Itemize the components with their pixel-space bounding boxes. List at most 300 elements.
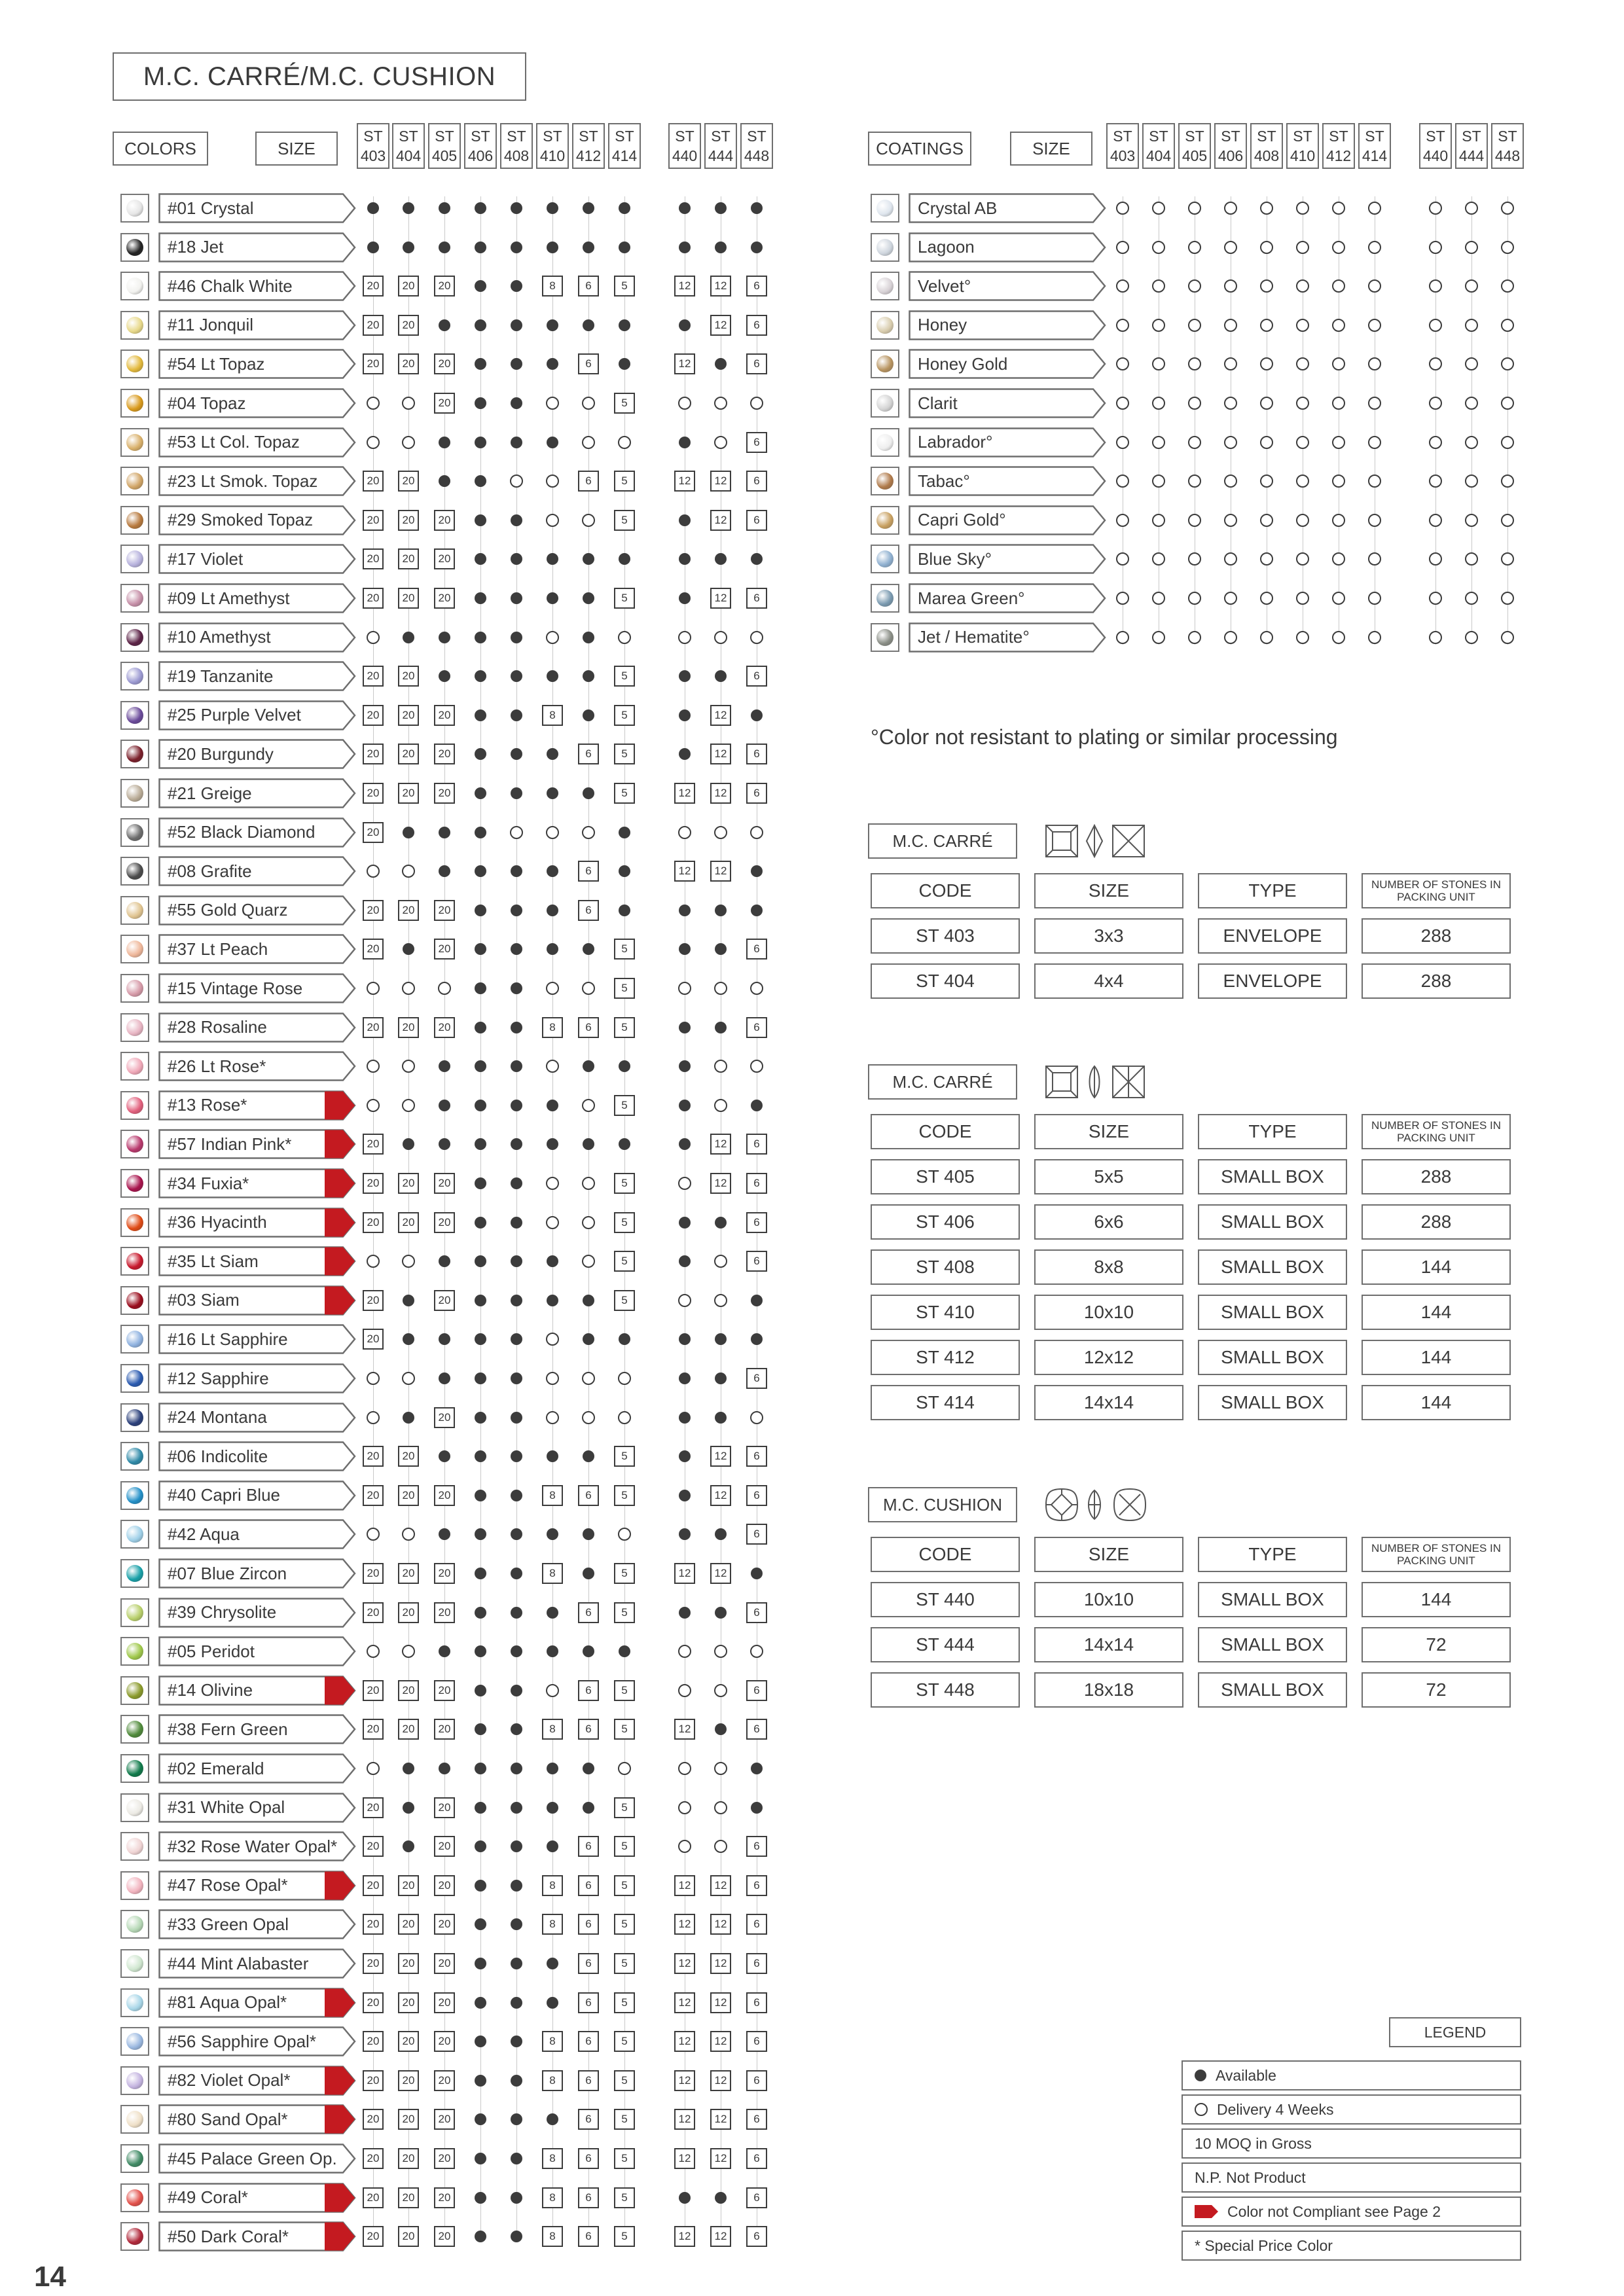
availability-cell xyxy=(577,1132,600,1156)
available-dot-icon xyxy=(475,1763,486,1774)
availability-cell xyxy=(541,1952,564,1975)
available-dot-icon xyxy=(679,1372,691,1384)
delivery-4-weeks-ring-icon xyxy=(618,1528,631,1541)
size-col-prefix: ST xyxy=(1257,128,1276,145)
color-name: #16 Lt Sapphire xyxy=(168,1329,288,1349)
delivery-4-weeks-ring-icon xyxy=(1501,514,1514,527)
moq-box: 12 xyxy=(674,471,695,492)
spec-header-cell: SIZE xyxy=(1034,1114,1183,1149)
color-swatch xyxy=(120,1754,149,1783)
availability-cell xyxy=(613,664,636,688)
coating-name-tag xyxy=(909,622,1106,653)
availability-cell xyxy=(397,2030,420,2053)
availability-cell xyxy=(577,1054,600,1078)
availability-cell xyxy=(505,1249,528,1273)
availability-cell xyxy=(1327,431,1350,454)
spec-header-cell: NUMBER OF STONES IN PACKING UNIT xyxy=(1362,1114,1511,1149)
available-dot-icon xyxy=(583,943,594,955)
available-dot-icon xyxy=(547,1607,558,1619)
availability-cell xyxy=(433,1717,456,1741)
availability-cell xyxy=(1363,509,1386,532)
availability-cell xyxy=(433,1991,456,2015)
color-name: #26 Lt Rose* xyxy=(168,1056,266,1076)
moq-box: 5 xyxy=(614,2226,635,2247)
availability-cell xyxy=(709,664,732,688)
available-dot-icon xyxy=(475,943,486,955)
crystal-gem-icon xyxy=(126,1214,143,1231)
availability-cell xyxy=(505,1562,528,1585)
availability-cell xyxy=(745,1054,768,1078)
moq-box: 20 xyxy=(363,1836,384,1857)
coating-swatch xyxy=(871,194,899,223)
available-dot-icon xyxy=(439,1138,450,1150)
crystal-gem-icon xyxy=(876,629,893,646)
availability-cell xyxy=(397,1717,420,1741)
spec-header-cell: TYPE xyxy=(1198,1537,1347,1572)
availability-cell xyxy=(1147,626,1170,649)
delivery-4-weeks-ring-icon xyxy=(1152,202,1165,215)
availability-cell xyxy=(361,2147,385,2170)
availability-cell xyxy=(1255,431,1278,454)
availability-cell xyxy=(397,977,420,1000)
crystal-gem-icon xyxy=(126,668,143,685)
available-dot-icon xyxy=(475,1997,486,2009)
delivery-4-weeks-ring-icon xyxy=(678,1177,691,1190)
availability-cell xyxy=(673,1132,696,1156)
available-dot-icon xyxy=(715,1022,727,1033)
size-col-code: 414 xyxy=(611,147,638,164)
delivery-4-weeks-ring-icon xyxy=(1332,357,1345,370)
delivery-4-weeks-ring-icon xyxy=(1501,552,1514,565)
moq-box: 6 xyxy=(746,1485,767,1506)
availability-cell xyxy=(745,781,768,805)
availability-cell xyxy=(397,1522,420,1546)
coating-name: Velvet° xyxy=(918,276,971,296)
availability-cell xyxy=(505,1717,528,1741)
moq-box: 20 xyxy=(434,276,455,296)
availability-cell xyxy=(613,1444,636,1468)
availability-cell xyxy=(673,1016,696,1039)
available-dot-icon xyxy=(475,1840,486,1852)
delivery-4-weeks-ring-icon xyxy=(678,1762,691,1775)
delivery-4-weeks-ring-icon xyxy=(1195,2103,1208,2116)
availability-cell xyxy=(1147,391,1170,415)
availability-cell xyxy=(1219,431,1242,454)
moq-box: 5 xyxy=(614,1485,635,1506)
color-name-tag xyxy=(158,1909,356,1939)
availability-cell xyxy=(673,1444,696,1468)
delivery-4-weeks-ring-icon xyxy=(714,1801,727,1814)
available-dot-icon xyxy=(475,748,486,760)
availability-cell xyxy=(541,1211,564,1234)
availability-cell xyxy=(745,2186,768,2210)
spec-cell: ST 404 xyxy=(871,963,1020,999)
availability-cell xyxy=(505,1484,528,1507)
right-size-col-7 xyxy=(1358,123,1391,169)
moq-box: 5 xyxy=(614,1173,635,1194)
delivery-4-weeks-ring-icon xyxy=(1152,475,1165,488)
moq-box: 6 xyxy=(578,1875,599,1896)
availability-cell xyxy=(469,1249,492,1273)
moq-box: 20 xyxy=(363,1212,384,1233)
availability-cell xyxy=(577,664,600,688)
spec-cell: 3x3 xyxy=(1034,918,1183,954)
moq-box: 6 xyxy=(746,588,767,609)
delivery-4-weeks-ring-icon xyxy=(1465,436,1478,449)
availability-cell xyxy=(1327,586,1350,610)
legend-text: * Special Price Color xyxy=(1195,2236,1333,2254)
coating-row xyxy=(0,426,1624,459)
moq-box: 12 xyxy=(674,2070,695,2091)
availability-cell xyxy=(1183,431,1206,454)
availability-cell xyxy=(673,2030,696,2053)
moq-box: 20 xyxy=(363,1485,384,1506)
availability-cell xyxy=(541,937,564,961)
moq-box: 20 xyxy=(434,1914,455,1935)
available-dot-icon xyxy=(475,1412,486,1424)
availability-cell xyxy=(541,664,564,688)
size-col-code: 410 xyxy=(539,147,566,164)
spec-cell: 18x18 xyxy=(1034,1672,1183,1708)
availability-cell xyxy=(1255,352,1278,376)
crystal-gem-icon xyxy=(126,1331,143,1348)
availability-cell xyxy=(1219,469,1242,493)
crystal-gem-icon xyxy=(126,1721,143,1738)
availability-cell xyxy=(577,2108,600,2131)
delivery-4-weeks-ring-icon xyxy=(1429,592,1442,605)
spec-cell: SMALL BOX xyxy=(1198,1159,1347,1194)
delivery-4-weeks-ring-icon xyxy=(1332,436,1345,449)
moq-box: 20 xyxy=(434,1017,455,1038)
availability-cell xyxy=(1219,509,1242,532)
availability-cell xyxy=(361,937,385,961)
available-dot-icon xyxy=(511,1333,522,1345)
color-name: #20 Burgundy xyxy=(168,744,274,764)
availability-cell xyxy=(709,1054,732,1078)
color-name-tag xyxy=(158,1168,356,1198)
moq-box: 5 xyxy=(614,471,635,492)
delivery-4-weeks-ring-icon xyxy=(1332,514,1345,527)
color-row xyxy=(0,1635,812,1668)
availability-cell xyxy=(1424,626,1447,649)
moq-box: 6 xyxy=(746,1446,767,1467)
availability-cell xyxy=(397,2147,420,2170)
color-row xyxy=(0,1401,812,1434)
color-swatch xyxy=(120,1481,149,1510)
availability-cell xyxy=(397,2069,420,2092)
size-col-prefix: ST xyxy=(1113,128,1132,145)
availability-cell xyxy=(613,1717,636,1741)
delivery-4-weeks-ring-icon xyxy=(367,1372,380,1385)
spec-cell: ST 405 xyxy=(871,1159,1020,1194)
availability-cell xyxy=(541,1522,564,1546)
delivery-4-weeks-ring-icon xyxy=(1224,436,1237,449)
availability-cell xyxy=(745,1796,768,1820)
delivery-4-weeks-ring-icon xyxy=(367,1528,380,1541)
availability-cell xyxy=(361,1016,385,1039)
delivery-4-weeks-ring-icon xyxy=(678,1801,691,1814)
available-dot-icon xyxy=(475,1723,486,1735)
size-col-prefix: ST xyxy=(1365,128,1384,145)
available-dot-icon xyxy=(547,1100,558,1111)
available-dot-icon xyxy=(439,1528,450,1540)
delivery-4-weeks-ring-icon xyxy=(1501,319,1514,332)
delivery-4-weeks-ring-icon xyxy=(1501,436,1514,449)
moq-box: 6 xyxy=(578,471,599,492)
availability-cell xyxy=(1111,236,1134,259)
color-name-tag xyxy=(158,2066,356,2096)
delivery-4-weeks-ring-icon xyxy=(1260,202,1273,215)
spec-cell: 72 xyxy=(1362,1627,1511,1662)
non-compliant-marker xyxy=(325,1208,355,1236)
delivery-4-weeks-ring-icon xyxy=(1368,357,1381,370)
availability-cell xyxy=(361,1289,385,1312)
availability-cell xyxy=(505,1835,528,1858)
crystal-gem-icon xyxy=(126,2033,143,2050)
availability-cell xyxy=(1363,352,1386,376)
availability-cell xyxy=(1111,586,1134,610)
availability-cell xyxy=(541,859,564,883)
moq-box: 5 xyxy=(614,1797,635,1818)
crystal-gem-icon xyxy=(126,2150,143,2167)
non-compliant-marker xyxy=(325,1286,355,1314)
availability-cell xyxy=(745,1522,768,1546)
availability-cell xyxy=(505,1016,528,1039)
availability-cell xyxy=(397,1796,420,1820)
availability-cell xyxy=(1255,274,1278,298)
availability-cell xyxy=(469,1367,492,1390)
moq-box: 20 xyxy=(434,2070,455,2091)
color-row xyxy=(0,1986,812,2019)
availability-cell xyxy=(673,2225,696,2248)
availability-cell xyxy=(577,859,600,883)
color-name-tag xyxy=(158,973,356,1003)
moq-box: 6 xyxy=(578,353,599,374)
delivery-4-weeks-ring-icon xyxy=(1224,202,1237,215)
color-name-tag xyxy=(158,934,356,964)
size-col-prefix: ST xyxy=(1149,128,1168,145)
moq-box: 6 xyxy=(578,1680,599,1701)
availability-cell xyxy=(469,1054,492,1078)
availability-cell xyxy=(469,1717,492,1741)
availability-cell xyxy=(1291,314,1314,337)
availability-cell xyxy=(1460,509,1483,532)
availability-cell xyxy=(1147,509,1170,532)
moq-box: 12 xyxy=(674,1563,695,1584)
availability-cell xyxy=(1255,236,1278,259)
color-row xyxy=(0,1167,812,1200)
coating-row xyxy=(0,270,1624,302)
crystal-gem-icon xyxy=(126,2072,143,2089)
moq-box: 6 xyxy=(746,1173,767,1194)
availability-cell xyxy=(745,1016,768,1039)
coating-swatch xyxy=(871,428,899,457)
availability-cell xyxy=(709,1249,732,1273)
availability-cell xyxy=(541,2225,564,2248)
available-dot-icon xyxy=(511,1450,522,1462)
moq-box: 12 xyxy=(674,1992,695,2013)
color-row xyxy=(0,738,812,770)
availability-cell xyxy=(433,1522,456,1546)
availability-cell xyxy=(505,1796,528,1820)
delivery-4-weeks-ring-icon xyxy=(1429,357,1442,370)
availability-cell xyxy=(469,859,492,883)
availability-cell xyxy=(1219,274,1242,298)
availability-cell xyxy=(613,899,636,922)
availability-cell xyxy=(1219,626,1242,649)
availability-cell xyxy=(613,1601,636,1624)
size-col-prefix: ST xyxy=(579,128,598,145)
color-name-tag xyxy=(158,1871,356,1901)
availability-cell xyxy=(709,781,732,805)
availability-cell xyxy=(577,1289,600,1312)
crystal-gem-icon xyxy=(126,1370,143,1387)
availability-cell xyxy=(673,1172,696,1195)
size-col-code: 406 xyxy=(1218,147,1244,164)
availability-cell xyxy=(1424,196,1447,220)
delivery-4-weeks-ring-icon xyxy=(1260,552,1273,565)
color-row xyxy=(0,2103,812,2136)
availability-cell xyxy=(361,1757,385,1780)
availability-cell xyxy=(613,1991,636,2015)
availability-cell xyxy=(1424,314,1447,337)
moq-box: 12 xyxy=(710,744,731,764)
availability-cell xyxy=(577,2225,600,2248)
moq-box: 8 xyxy=(542,2226,563,2247)
color-row xyxy=(0,1869,812,1902)
coating-name-tag xyxy=(909,232,1106,262)
moq-box: 20 xyxy=(398,1602,419,1623)
availability-cell xyxy=(745,1444,768,1468)
color-name: #49 Coral* xyxy=(168,2187,248,2208)
moq-box: 20 xyxy=(434,1407,455,1428)
crystal-gem-icon xyxy=(876,473,893,490)
availability-cell xyxy=(577,2186,600,2210)
moq-box: 6 xyxy=(578,2187,599,2208)
color-name-tag xyxy=(158,1676,356,1706)
coating-name: Labrador° xyxy=(918,432,993,452)
delivery-4-weeks-ring-icon xyxy=(1465,319,1478,332)
available-dot-icon xyxy=(475,1490,486,1501)
spec-cell: 10x10 xyxy=(1034,1295,1183,1330)
color-name-tag xyxy=(158,1831,356,1861)
availability-cell xyxy=(1183,352,1206,376)
availability-cell xyxy=(577,1757,600,1780)
availability-cell xyxy=(613,1757,636,1780)
color-row xyxy=(0,1947,812,1980)
availability-cell xyxy=(469,1912,492,1936)
size-col-prefix: ST xyxy=(615,128,634,145)
availability-cell xyxy=(505,1094,528,1117)
delivery-4-weeks-ring-icon xyxy=(1501,592,1514,605)
availability-cell xyxy=(577,1835,600,1858)
delivery-4-weeks-ring-icon xyxy=(367,1411,380,1424)
color-name: #56 Sapphire Opal* xyxy=(168,2031,316,2051)
delivery-4-weeks-ring-icon xyxy=(1260,357,1273,370)
coating-name: Crystal AB xyxy=(918,198,998,218)
available-dot-icon xyxy=(583,1645,594,1657)
available-dot-icon xyxy=(403,827,414,838)
spec-cell: SMALL BOX xyxy=(1198,1672,1347,1708)
moq-box: 8 xyxy=(542,1563,563,1584)
availability-cell xyxy=(361,899,385,922)
availability-cell xyxy=(505,1444,528,1468)
availability-cell xyxy=(1147,274,1170,298)
availability-cell xyxy=(613,1132,636,1156)
delivery-4-weeks-ring-icon xyxy=(1260,397,1273,410)
size-col-code: 405 xyxy=(1182,147,1208,164)
page-number: 14 xyxy=(34,2261,66,2293)
availability-cell xyxy=(433,1562,456,1585)
availability-cell xyxy=(613,1249,636,1273)
availability-cell xyxy=(469,1094,492,1117)
moq-box: 8 xyxy=(542,705,563,726)
availability-cell xyxy=(745,1289,768,1312)
delivery-4-weeks-ring-icon xyxy=(1368,279,1381,293)
availability-cell xyxy=(469,1327,492,1351)
availability-cell xyxy=(745,2069,768,2092)
color-name: #81 Aqua Opal* xyxy=(168,1992,287,2013)
size-col-prefix: ST xyxy=(1498,128,1517,145)
available-dot-icon xyxy=(511,1022,522,1033)
spec-table-title: M.C. CARRÉ xyxy=(868,823,1017,859)
availability-cell xyxy=(577,899,600,922)
availability-cell xyxy=(1291,586,1314,610)
legend-text: Available xyxy=(1216,2066,1276,2084)
availability-cell xyxy=(433,1679,456,1702)
delivery-4-weeks-ring-icon xyxy=(1116,397,1129,410)
availability-cell xyxy=(673,1327,696,1351)
delivery-4-weeks-ring-icon xyxy=(1224,357,1237,370)
color-swatch xyxy=(120,1871,149,1900)
color-name-tag xyxy=(158,1753,356,1784)
moq-box: 5 xyxy=(614,1914,635,1935)
spec-cell: 6x6 xyxy=(1034,1204,1183,1240)
delivery-4-weeks-ring-icon xyxy=(1296,552,1309,565)
available-dot-icon xyxy=(439,1450,450,1462)
availability-cell xyxy=(505,664,528,688)
color-swatch xyxy=(120,1559,149,1588)
spec-cell: 288 xyxy=(1362,1159,1511,1194)
coating-swatch xyxy=(871,311,899,340)
color-name: #07 Blue Zircon xyxy=(168,1563,287,1583)
available-dot-icon xyxy=(619,905,630,916)
crystal-gem-icon xyxy=(126,707,143,724)
availability-cell xyxy=(433,1484,456,1507)
delivery-4-weeks-ring-icon xyxy=(750,1645,763,1658)
moq-box: 20 xyxy=(434,393,455,414)
delivery-4-weeks-ring-icon xyxy=(1152,397,1165,410)
delivery-4-weeks-ring-icon xyxy=(1429,475,1442,488)
moq-box: 6 xyxy=(578,2109,599,2130)
color-row xyxy=(0,972,812,1005)
availability-cell xyxy=(709,1796,732,1820)
available-dot-icon xyxy=(511,1255,522,1267)
coating-row xyxy=(0,231,1624,264)
availability-cell xyxy=(505,1522,528,1546)
availability-cell xyxy=(1460,314,1483,337)
color-row xyxy=(0,1206,812,1239)
availability-cell xyxy=(433,1757,456,1780)
moq-box: 12 xyxy=(710,2031,731,2052)
delivery-4-weeks-ring-icon xyxy=(1368,631,1381,644)
moq-box: 20 xyxy=(363,1914,384,1935)
size-col-prefix: ST xyxy=(1293,128,1312,145)
delivery-4-weeks-ring-icon xyxy=(1116,552,1129,565)
availability-cell xyxy=(613,1016,636,1039)
availability-cell xyxy=(1111,274,1134,298)
moq-box: 20 xyxy=(434,2148,455,2169)
